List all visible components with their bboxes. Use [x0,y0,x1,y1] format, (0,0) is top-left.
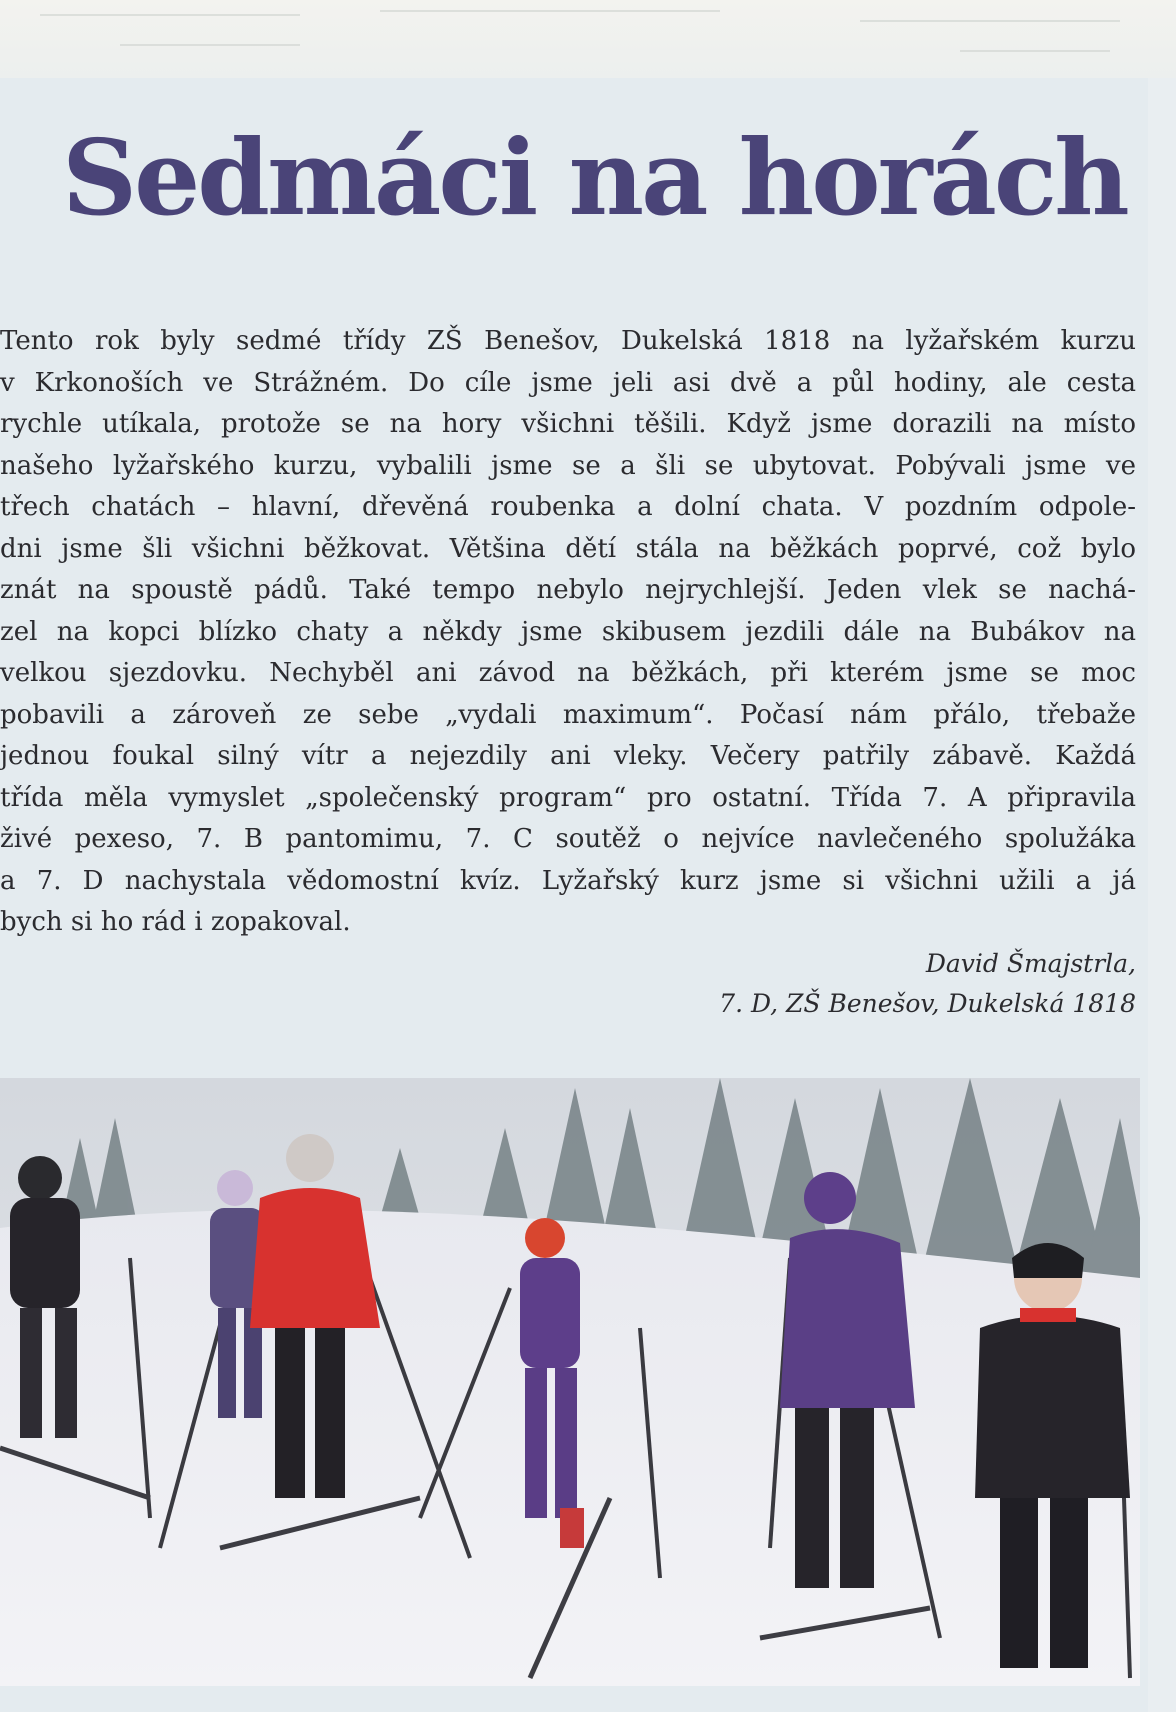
author-signature [719,944,1136,1024]
article-body [0,321,1136,944]
photo-illustration [0,1078,1140,1686]
body-line: rychle utíkala, protože se na hory všichni těšili. Když jsme dorazili na místo [0,409,1136,439]
body-line: bych si ho rád i zopakoval. [0,907,351,937]
article-title: Sedmáci na horách [62,116,1127,239]
body-line: velkou sjezdovku. Nechyběl ani závod na běžkách, při kterém jsme se moc [0,658,1136,688]
body-line: třech chatách – hlavní, dřevěná roubenka a dolní chata. V pozdním odpole- [0,492,1136,522]
body-line: znát na spoustě pádů. Také tempo nebylo nejrychlejší. Jeden vlek se nachá- [0,575,1136,605]
body-line: v Krkonoších ve Strážném. Do cíle jsme jeli asi dvě a půl hodiny, ale cesta [0,367,1136,398]
body-line: Tento rok byly sedmé třídy ZŠ Benešov, Dukelská 1818 na lyžařském kurzu [0,326,1136,356]
body-line: dni jsme šli všichni běžkovat. Většina dětí stála na běžkách poprvé, což bylo [0,533,1136,564]
page-top-strip [0,0,1176,78]
body-line: pobavili a zároveň ze sebe „vydali maximum“. Počasí nám přálo, třebaže [0,699,1136,730]
body-line: živé pexeso, 7. B pantomimu, 7. C soutěž o nejvíce navlečeného spolužáka [0,824,1136,854]
body-line: třída měla vymyslet „společenský program“ pro ostatní. Třída 7. A připravila [0,782,1136,813]
author-affiliation: 7. D, ZŠ Benešov, Dukelská 1818 [719,989,1136,1018]
body-line: jednou foukal silný vítr a nejezdily ani vleky. Večery patřily zábavě. Každá [0,741,1136,771]
body-line: zel na kopci blízko chaty a někdy jsme skibusem jezdili dále na Bubákov na [0,616,1136,647]
author-name: David Šmajstrla, [925,949,1136,978]
photo-skiers [0,1078,1140,1686]
body-line: a 7. D nachystala vědomostní kvíz. Lyžařský kurz jsme si všichni užili a já [0,865,1136,896]
body-line: našeho lyžařského kurzu, vybalili jsme se a šli se ubytovat. Pobývali jsme ve [0,450,1136,481]
